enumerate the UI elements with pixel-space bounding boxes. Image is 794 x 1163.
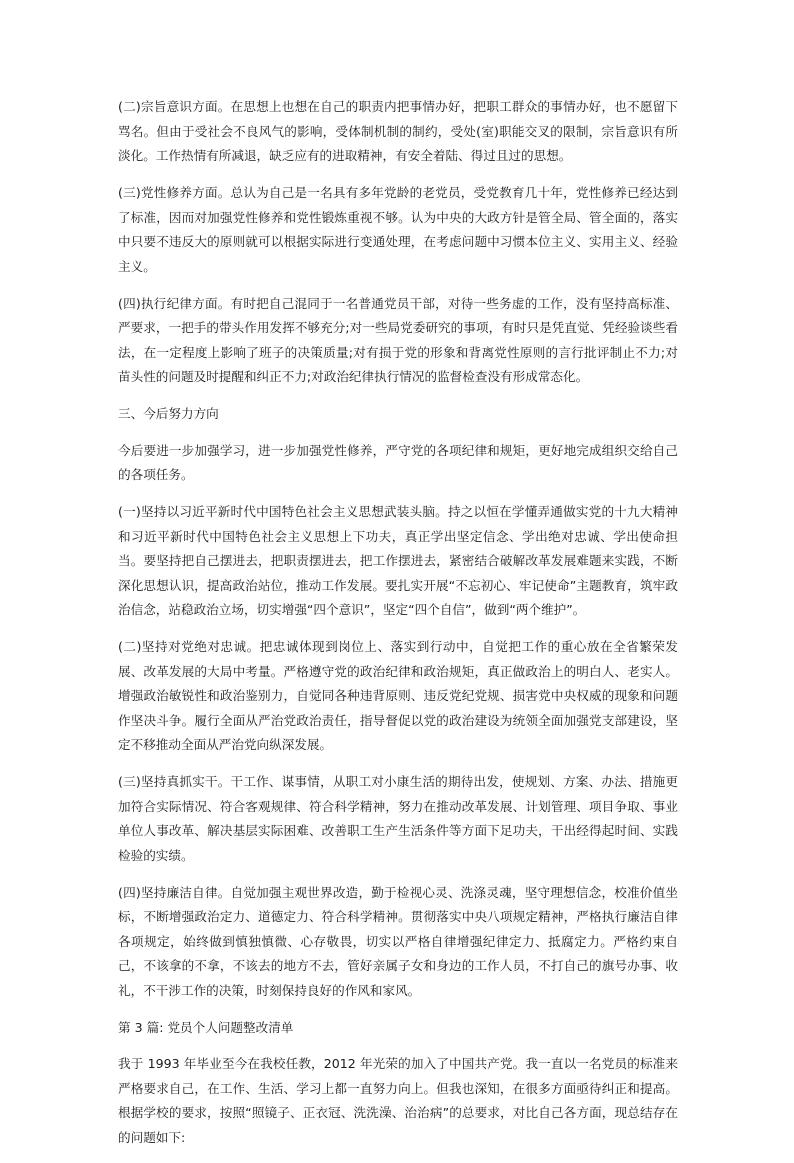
- section-heading-future-direction: 三、今后努力方向: [118, 406, 219, 421]
- paragraph-loyalty: (二)坚持对党绝对忠诚。把忠诚体现到岗位上、落实到行动中，自觉把工作的重心放在全省繁荣发展、改革发展的大局中考量。严格遵守党的政治纪律和政治规矩，真正做政治上的明白人、老实人。增强政治敏锐性和政治鉴别力，自觉同各种违背原则、违反党纪党规、损害党中央权威的现象和问题作坚决斗争。履行全面从严治党政治责任，指导督促以党的政治建设为统领全面加强党支部建设，坚定不移推动全面从严治党向纵深发展。: [118, 639, 678, 752]
- paragraph-future-intro: 今后要进一步加强学习，进一步加强党性修养，严守党的各项纪律和规矩，更好地完成组织交给自己的各项任务。: [118, 442, 678, 482]
- article-heading-3: 第 3 篇: 党员个人问题整改清单: [118, 1019, 294, 1035]
- document-page: [118, 95, 678, 1163]
- paragraph-party-cultivation: (三)党性修养方面。总认为自己是一名具有多年党龄的老党员，受党教育几十年，党性修养已经达到了标准，因而对加强党性修养和党性锻炼重视不够。认为中央的大政方针是管全局、管全面的，落实中只要不违反大的原则就可以根据实际进行变通处理，在考虑问题中习惯本位主义、实用主义、经验主义。: [118, 185, 678, 274]
- paragraph-purpose-awareness: (二)宗旨意识方面。在思想上也想在自己的职责内把事情办好，把职工群众的事情办好，也不愿留下骂名。但由于受社会不良风气的影响，受体制机制的制约，受处(室)职能交叉的限制，宗旨意识有所淡化。工作热情有所减退，缺乏应有的进取精神，有安全着陆、得过且过的思想。: [118, 99, 678, 163]
- paragraph-integrity: (四)坚持廉洁自律。自觉加强主观世界改造，勤于检视心灵、洗涤灵魂，坚守理想信念，校准价值坐标，不断增强政治定力、道德定力、符合科学精神。贯彻落实中央八项规定精神，严格执行廉洁自律各项规定，始终做到慎独慎微、心存敬畏，切实以严格自律增强纪律定力、抵腐定力。严格约束自己，不该拿的不拿，不该去的地方不去，管好亲属子女和身边的工作人员，不打自己的旗号办事、收礼，不干涉工作的决策，时刻保持良好的作风和家风。: [118, 884, 678, 998]
- paragraph-discipline: (四)执行纪律方面。有时把自己混同于一名普通党员干部，对待一些务虚的工作，没有坚持高标准、严要求，一把手的带头作用发挥不够充分;对一些局党委研究的事项，有时只是凭直觉、凭经验谈些看法，在一定程度上影响了班子的决策质量;对有损于党的形象和背离党性原则的言行批评制止不力;对苗头性的问题及时提醒和纠正不力;对政治纪律执行情况的监督检查没有形成常态化。: [118, 295, 678, 384]
- paragraph-personal-intro: 我于 1993 年毕业至今在我校任教，2012 年光荣的加入了中国共产党。我一直以一名党员的标准来严格要求自己，在工作、生活、学习上都一直努力向上。但我也深知，在很多方面亟待纠正和提高。根据学校的要求，按照“照镜子、正衣冠、洗洗澡、治治病”的总要求，对比自己各方面，现总结存在的问题如下:: [118, 1056, 678, 1145]
- paragraph-thought-arming: (一)坚持以习近平新时代中国特色社会主义思想武装头脑。持之以恒在学懂弄通做实党的十九大精神和习近平新时代中国特色社会主义思想上下功夫，真正学出坚定信念、学出绝对忠诚、学出使命担当。要坚持把自己摆进去，把职责摆进去，把工作摆进去，紧密结合破解改革发展难题来实践，不断深化思想认识，提高政治站位，推动工作发展。要扎实开展“不忘初心、牢记使命”主题教育，筑牢政治信念，站稳政治立场，切实增强“四个意识”，坚定“四个自信”，做到“两个维护”。: [118, 504, 678, 617]
- paragraph-practical-work: (三)坚持真抓实干。干工作、谋事情，从职工对小康生活的期待出发，使规划、方案、办法、措施更加符合实际情况、符合客观规律、符合科学精神，努力在推动改革发展、计划管理、项目争取、事业单位人事改革、解决基层实际困难、改善职工生产生活条件等方面下足功夫，干出经得起时间、实践检验的实绩。: [118, 774, 678, 863]
